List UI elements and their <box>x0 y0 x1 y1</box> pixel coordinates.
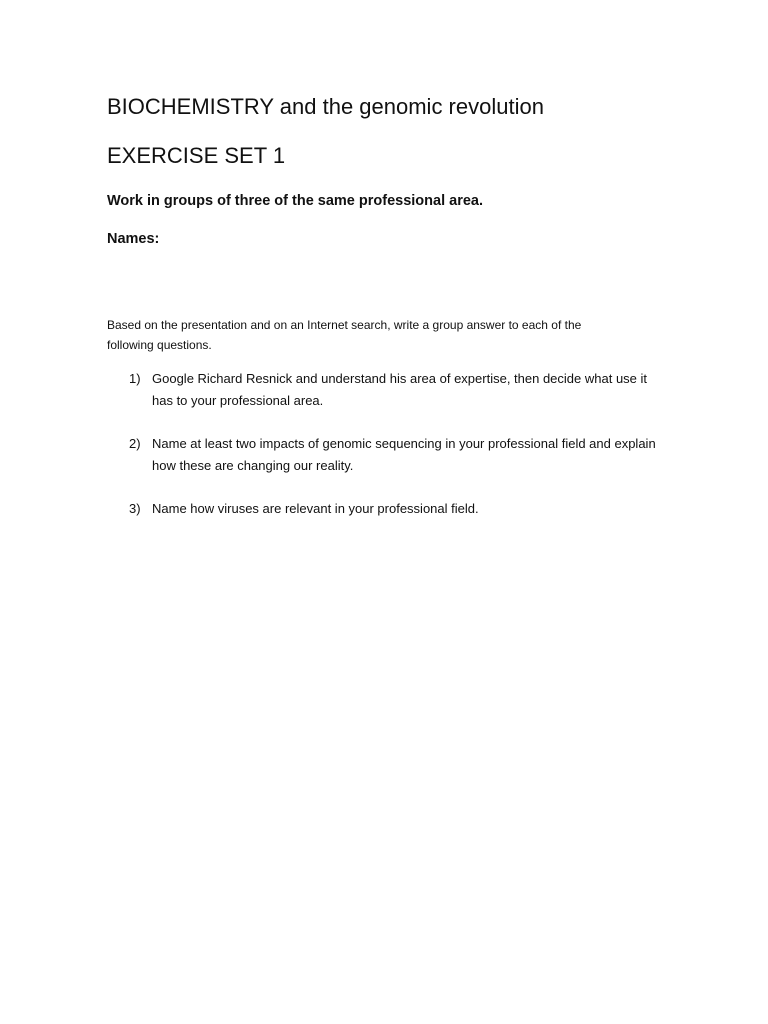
intro-paragraph: Based on the presentation and on an Internet search, write a group answer to each of the following questions. <box>107 318 582 352</box>
question-number: 2) <box>129 436 141 451</box>
document-title: BIOCHEMISTRY and the genomic revolution <box>107 94 544 119</box>
question-text: Name at least two impacts of genomic sequencing in your professional field and explain how these are changing our reality. <box>152 436 656 473</box>
question-number: 3) <box>129 501 141 516</box>
question-list <box>107 368 667 541</box>
names-label: Names: <box>107 231 160 247</box>
question-item-1 <box>107 368 667 412</box>
question-item-2 <box>107 433 667 477</box>
question-item-3 <box>107 498 667 520</box>
group-instruction: Work in groups of three of the same professional area. <box>107 193 484 209</box>
question-number: 1) <box>129 371 141 386</box>
question-text: Name how viruses are relevant in your professional field. <box>152 501 479 516</box>
question-text: Google Richard Resnick and understand his area of expertise, then decide what use it has to your professional area. <box>152 371 648 408</box>
exercise-set-heading: EXERCISE SET 1 <box>107 143 286 168</box>
